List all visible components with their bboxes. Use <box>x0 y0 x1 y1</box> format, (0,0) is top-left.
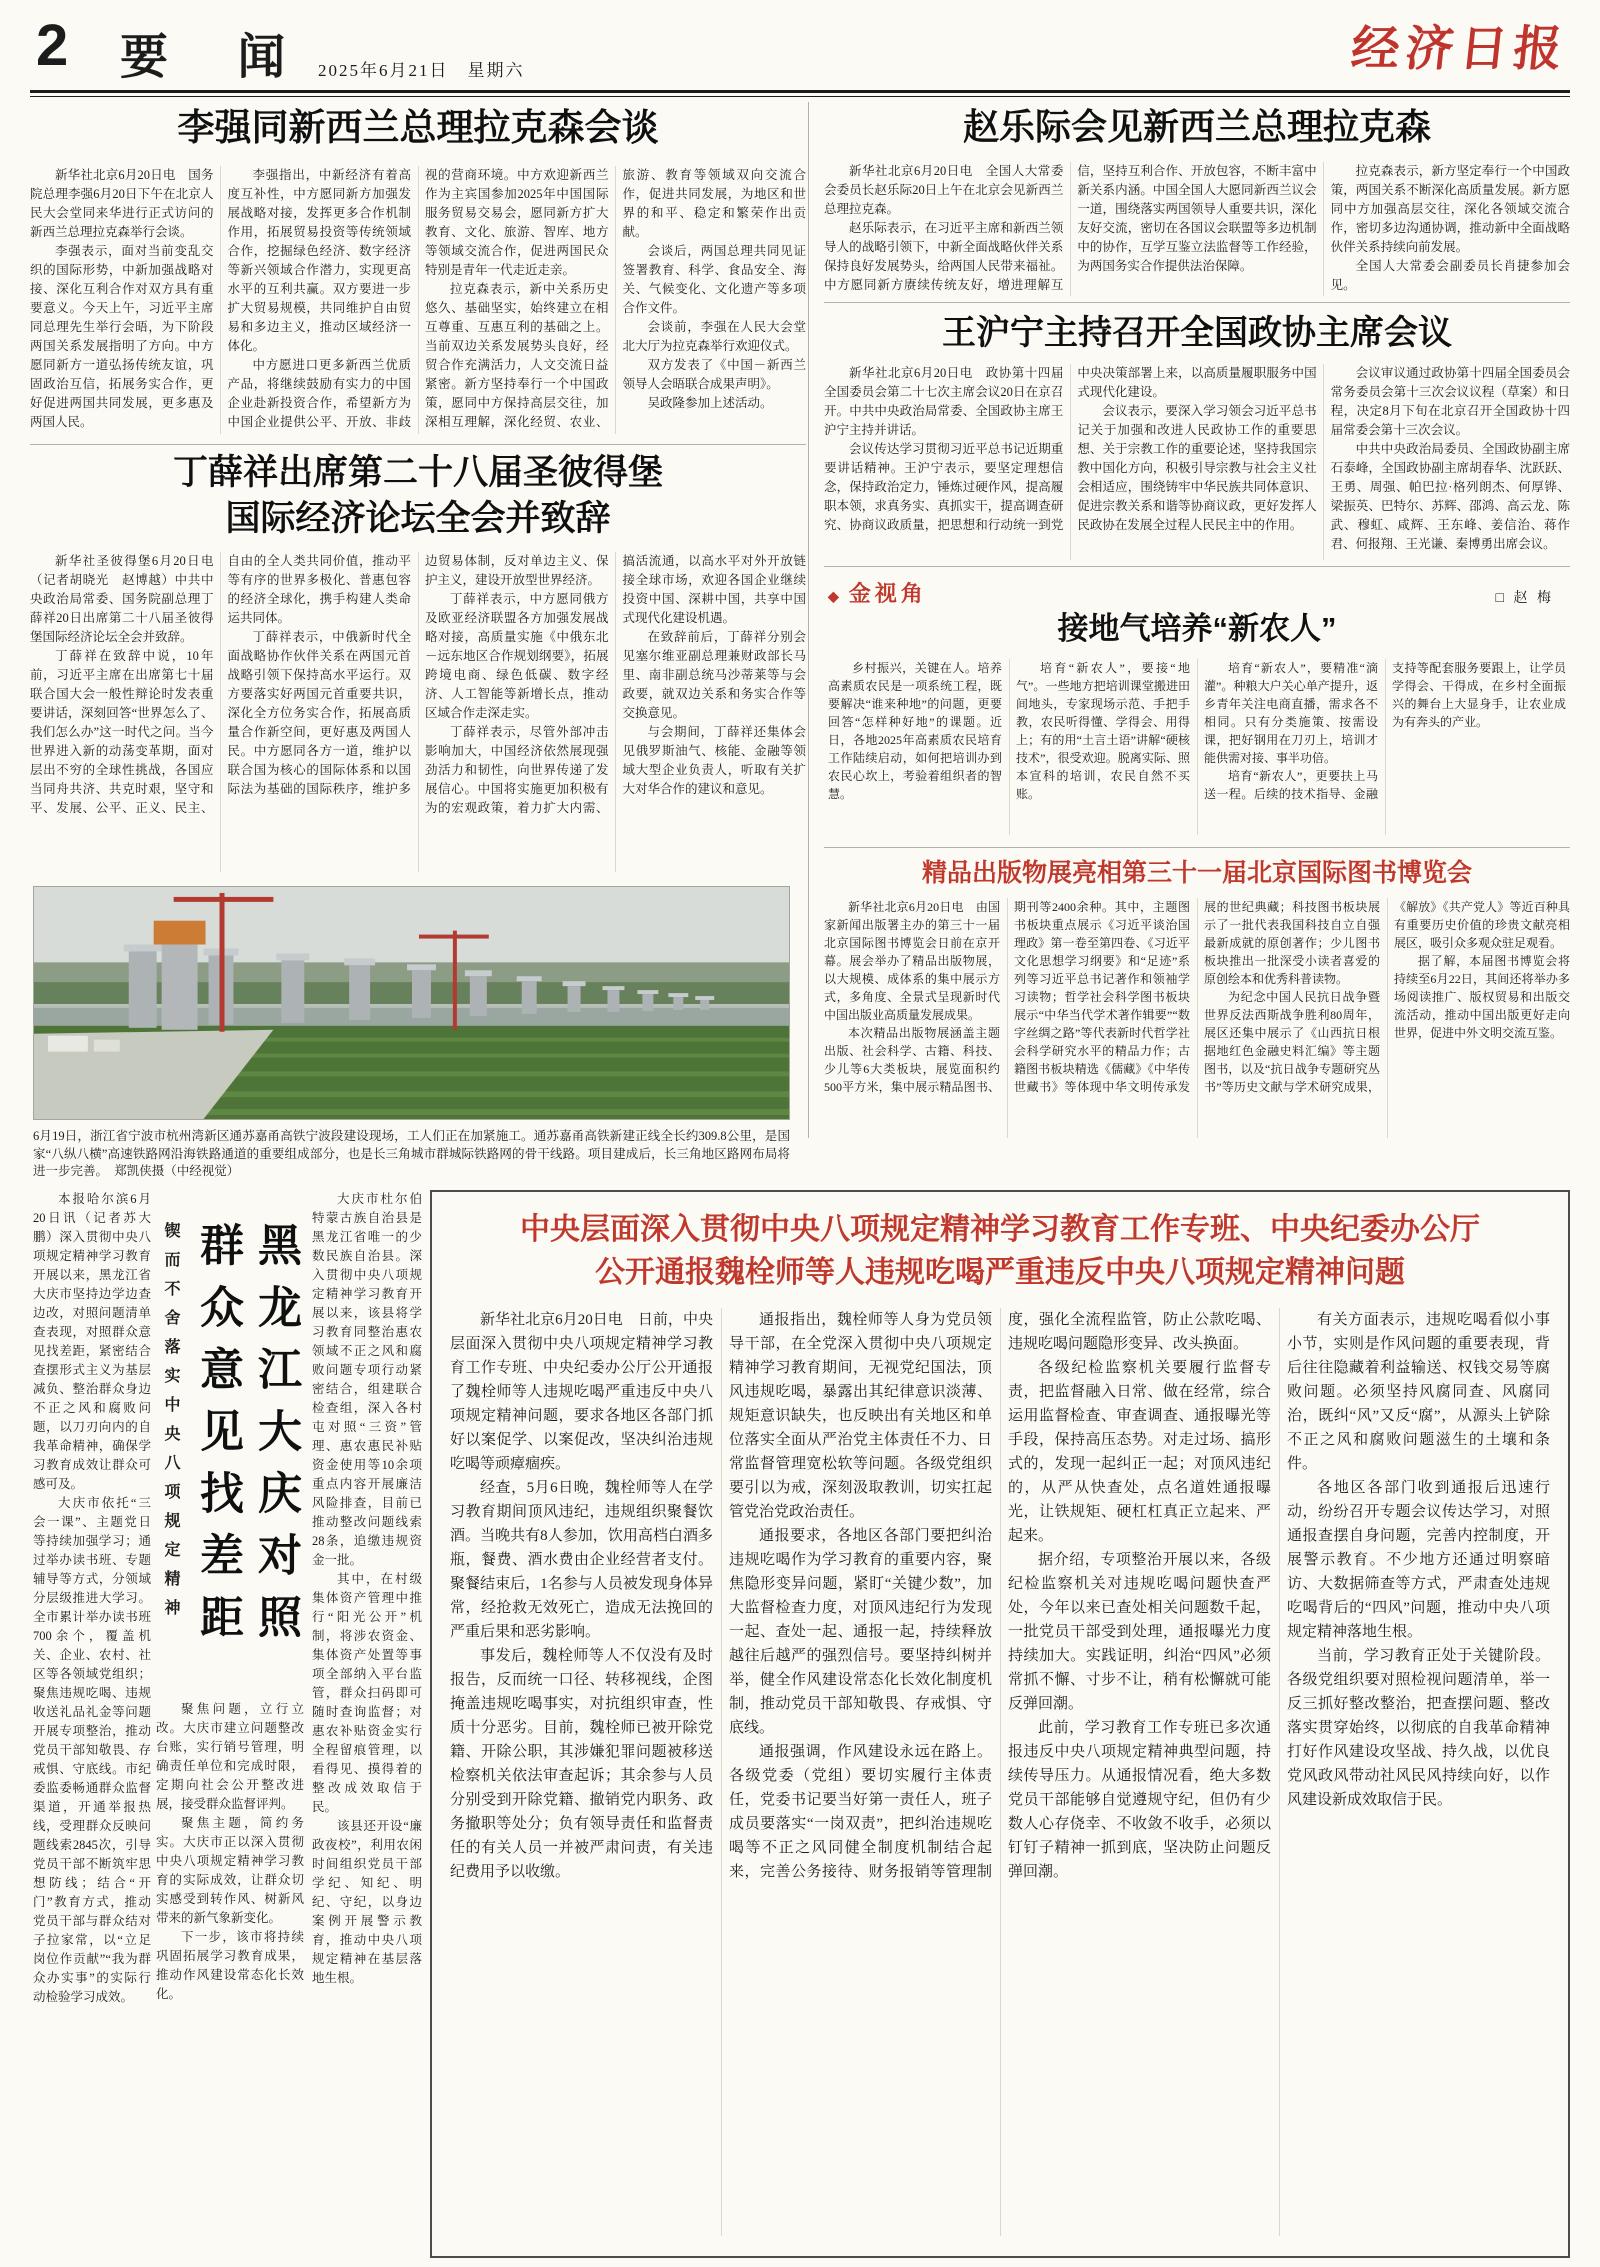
article-headline-line1: 中央层面深入贯彻中央八项规定精神学习教育工作专班、中央纪委办公厅 <box>520 1213 1480 1246</box>
header-rule-thick <box>30 90 1570 93</box>
news-photo-railway-construction <box>33 886 790 1120</box>
article-body: 新华社圣彼得堡6月20日电（记者胡晓光 赵博越）中共中央政治局常委、国务院副总理丁薛祥20日出席第二十八届圣彼得堡国际经济论坛全会并致辞。 丁薛祥在致辞中说，10年前，习近平主席在出席第七十届联合国大会一般性辩论时发表重要讲话，深刻回答“世界怎么了、我们怎么办”这一时代之问。当今世界进入新的动荡变革期，面对层出不穷的全球性挑战，各国应当同舟共济、共克时艰，坚守和平、发展、公平、正义、民主、自由的全人类共同价值，推动平等有序的世界多极化、普惠包容的经济全球化，携手构建人类命运共同体。 丁薛祥表示，中俄新时代全面战略协作伙伴关系在两国元首战略引领下保持高水平运行。双方要落实好两国元首重要共识，深化全方位务实合作，拓展高质量合作新空间，更好惠及两国人民。中方愿同各方一道，维护以联合国为核心的国际体系和以国际法为基础的国际秩序，维护多边贸易体制，反对单边主义、保护主义，建设开放型世界经济。 丁薛祥表示，中方愿同俄方及欧亚经济联盟各方加强发展战略对接，高质量实施《中俄东北－远东地区合作规划纲要》，拓展跨境电商、绿色低碳、数字经济、人工智能等新增长点，推动区域合作走深走实。 丁薛祥表示，尽管外部冲击影响加大，中国经济依然展现强劲活力和韧性，向世界传递了发展信心。中国将实施更加积极有为的宏观政策，着力扩大内需、搞活流通，以高水平对外开放链接全球市场，欢迎各国企业继续投资中国、深耕中国，共享中国式现代化建设机遇。 在致辞前后，丁薛祥分别会见塞尔维亚副总理兼财政部长马里、南非副总统马沙蒂莱等与会政要，就双边关系和务实合作等交换意见。 与会期间，丁薛祥还集体会见俄罗斯油气、核能、金融等领域大型企业负责人，听取有关扩大对华合作的建议和意见。 <box>30 554 806 815</box>
article-body: 新华社北京6月20日电 政协第十四届全国委员会第二十七次主席会议20日在京召开。中共中央政治局常委、全国政协主席王沪宁主持并讲话。 会议传达学习贯彻习近平总书记近期重要讲话精神。王沪宁表示，要坚定理想信念，保持政治定力，锤炼过硬作风，提高履职本领，求真务实、真抓实干，提高调查研究、协商议政质量，把思想和行动统一到党中央决策部署上来，以高质量履职服务中国式现代化建设。 会议表示，要深入学习领会习近平总书记关于加强和改进人民政协工作的重要思想、关于宗教工作的重要论述，坚持我国宗教中国化方向，积极引导宗教与社会主义社会相适应，围绕铸牢中华民族共同体意识、促进宗教关系和谐等协商议政，更好发挥人民政协在发展全过程人民民主中的作用。 会议审议通过政协第十四届全国委员会常务委员会第十三次会议议程（草案）和日程，决定8月下旬在北京召开全国政协十四届常委会第十三次会议。 中共中央政治局委员、全国政协副主席石泰峰，全国政协副主席胡春华、沈跃跃、王勇、周强、帕巴拉·格列朗杰、何厚铧、梁振英、巴特尔、苏辉、邵鸿、高云龙、陈武、穆虹、咸辉、王东峰、姜信治、蒋作君、何报翔、王光谦、秦博勇出席会议。 <box>824 366 1570 551</box>
section-title: 要 闻 <box>120 31 314 84</box>
column-label: ◆ 金视角 <box>828 581 927 606</box>
article-body: 新华社北京6月20日电 由国家新闻出版署主办的第三十一届北京国际图书博览会日前在京开幕。展会举办了精品出版物展，以大规模、成体系的集中展示方式，多角度、全景式呈现新时代中国出版业高质量发展成果。 本次精品出版物展涵盖主题出版、社会科学、古籍、科技、少儿等6大类板块，展览面积约500平方米，集中展示精品图书、期刊等2400余种。其中，主题图书板块重点展示《习近平谈治国理政》第一卷至第四卷、《习近平文化思想学习纲要》和“足迹”系列等习近平总书记著作和领袖学习读物；哲学社会科学图书板块展示“中华当代学术著作辑要”“数字丝绸之路”等代表新时代哲学社会科学研究水平的精品力作；古籍图书板块精选《儒藏》《中华传世藏书》等体现中华文明传承发展的世纪典藏；科技图书板块展示了一批代表我国科技自立自强最新成就的原创著作；少儿图书板块推出一批深受小读者喜爱的原创绘本和优秀科普读物。 为纪念中国人民抗日战争暨世界反法西斯战争胜利80周年，展区还集中展示了《山西抗日根据地红色金融史料汇编》等主题图书，以及“抗日战争专题研究丛书”等历史文献与学术研究成果，《解放》《共产党人》等近百种具有重要历史价值的珍贵文献亮相展区，吸引众多观众驻足观看。 据了解，本届图书博览会将持续至6月22日，其间还将举办多场阅读推广、版权贸易和出版交流活动，推动中国出版更好走向世界，促进中外文明交流互鉴。 <box>824 900 1570 1094</box>
main-column-divider <box>808 102 809 1138</box>
article-liqiang-luxon-talks <box>30 102 806 442</box>
article-dingxuexiang-spief <box>30 450 806 872</box>
photo-illustration <box>34 887 789 1119</box>
article-headline-line1: 丁薛祥出席第二十八届圣彼得堡 <box>172 453 663 492</box>
article-divider <box>824 302 1570 303</box>
article-zhaoleji-meets-luxon <box>824 102 1570 296</box>
column-ornament-icon: ◆ <box>828 588 843 604</box>
article-headline-vertical: 黑龙江大庆对照群众意见找差距 <box>193 1222 300 1656</box>
article-headline: 精品出版物展亮相第三十一届北京国际图书博览会 <box>921 859 1472 887</box>
photo-caption: 6月19日，浙江省宁波市杭州湾新区通苏嘉甬高铁宁波段建设现场，工人们正在加紧施工。通苏嘉甬高铁新建正线全长约309.8公里，是国家“八纵八横”高速铁路网沿海铁路通道的重要组成部分，也是长三角城市群城际铁路网的骨干线路。项目建成后，长三角地区路网布局将进一步完善。 郑凯侠摄（中经视觉） <box>33 1129 790 1178</box>
article-column-2: 大庆市杜尔伯特蒙古族自治县是黑龙江省唯一的少数民族自治县。深入贯彻中央八项规定精神学习教育开展以来，该县将学习教育同整治惠农领域不正之风和腐败问题专项行动紧密结合，组建联合检查组，深入各村屯对照“三资”管理、惠农惠民补贴资金使用等10余项重点内容开展廉洁风险排查，目前已推动整改问题线索28条，追缴违规资金一批。 其中，在村级集体资产管理中推行“阳光公开”机制，将涉农资金、集体资产处置等事项全部纳入平台监管，群众扫码即可随时查询监督；对惠农补贴资金实行全程留痕管理，以看得见、摸得着的整改成效取信于民。 该县还开设“廉政夜校”，利用农闲时间组织党员干部学纪、知纪、明纪、守纪，以身边案例开展警示教育，推动中央八项规定精神在基层落地生根。 <box>312 1192 422 1985</box>
column-author: □ 赵 梅 <box>1495 591 1554 606</box>
article-headline: 李强同新西兰总理拉克森会谈 <box>177 107 659 148</box>
article-wanghuning-cppcc-meeting <box>824 310 1570 560</box>
column-body: 乡村振兴，关键在人。培养高素质农民是一项系统工程，既要解决“谁来种地”的问题，更要回答“怎样种好地”的课题。近日，各地2025年高素质农民培育工作陆续启动，如何把培训办到农民心坎上，考验着组织者的智慧。 培育“新农人”，要接“地气”。一些地方把培训课堂搬进田间地头，专家现场示范、手把手教，农民听得懂、学得会、用得上；有的用“土言土语”讲解“硬核技术”，很受欢迎。脱离实际、照本宣科的培训，农民自然不买账。 培育“新农人”，要精准“滴灌”。种粮大户关心单产提升，返乡青年关注电商直播，需求各不相同。只有分类施策、按需设课，把好钢用在刀刃上，培训才能供需对接、事半功倍。 培育“新农人”，更要扶上马送一程。后续的技术指导、金融支持等配套服务要跟上，让学员学得会、干得成，在乡村全面振兴的舞台上大显身手，让农业成为有奔头的产业。 <box>828 661 1566 801</box>
article-headline: 王沪宁主持召开全国政协主席会议 <box>942 314 1452 352</box>
article-headline: 赵乐际会见新西兰总理拉克森 <box>962 106 1431 147</box>
page-date: 2025年6月21日 星期六 <box>318 61 525 80</box>
article-headline-line2: 国际经济论坛全会并致辞 <box>225 499 611 538</box>
article-column-1: 本报哈尔滨6月20日讯（记者苏大鹏）深入贯彻中央八项规定精神学习教育开展以来，黑龙江省大庆市坚持边学边查边改，对照问题清单查表现，对照群众意见找差距，紧密结合查摆形式主义为基层减负、整治群众身边不正之风和腐败问题，以刀刃向内的自我革命精神，确保学习教育成效让群众可感可及。 大庆市依托“三会一课”、主题党日等持续加强学习；通过举办读书班、专题辅导等方式，分领域分层级推进大学习。全市累计举办读书班700余个，覆盖机关、企业、农村、社区等各领域党组织；聚焦违规吃喝、违规收送礼品礼金等问题开展专项整治，推动党员干部知敬畏、存戒惧、守底线。市纪委监委畅通群众监督渠道，开通举报热线，受理群众反映问题线索2845次，引导党员干部不断筑牢思想防线；结合“开门”教育方式，推动党员干部与群众结对子拉家常，以“立足岗位作贡献”“我为群众办实事”的实际行动检验学习成效。 <box>33 1192 151 2004</box>
article-divider <box>30 444 806 445</box>
article-tongbao-boxed <box>430 1190 1570 2258</box>
article-headline-line2: 公开通报魏栓师等人违规吃喝严重违反中央八项规定精神问题 <box>595 1256 1405 1289</box>
article-bookfair <box>824 856 1570 1138</box>
article-body: 新华社北京6月20日电 日前，中央层面深入贯彻中央八项规定精神学习教育工作专班、中央纪委办公厅公开通报了魏栓师等人违规吃喝严重违反中央八项规定精神问题，要求各地区各部门抓好以案促学、以案促改，坚决纠治违规吃喝等顽瘴痼疾。 经查，5月6日晚，魏栓师等人在学习教育期间顶风违纪，违规组织聚餐饮酒。当晚共有8人参加，饮用高档白酒多瓶，餐费、酒水费由企业经营者支付。聚餐结束后，1名参与人员被发现身体异常，经抢救无效死亡，造成无法挽回的严重后果和恶劣影响。 事发后，魏栓师等人不仅没有及时报告，反而统一口径、转移视线，企图掩盖违规吃喝事实，对抗组织审查，性质十分恶劣。目前，魏栓师已被开除党籍、开除公职，其涉嫌犯罪问题被移送检察机关依法审查起诉；其余参与人员分别受到开除党籍、撤销党内职务、政务撤职等处分；负有领导责任和监督责任的有关人员一并被严肃问责，有关违纪费用予以收缴。 通报指出，魏栓师等人身为党员领导干部，在全党深入贯彻中央八项规定精神学习教育期间，无视党纪国法，顶风违规吃喝，暴露出其纪律意识淡薄、规矩意识缺失，也反映出有关地区和单位落实全面从严治党主体责任不力、日常监督管理宽松软等问题。各级党组织要引以为戒，深刻汲取教训，切实扛起管党治党政治责任。 通报要求，各地区各部门要把纠治违规吃喝作为学习教育的重要内容，聚焦隐形变异问题，紧盯“关键少数”，加大监督检查力度，对顶风违纪行为发现一起、查处一起、通报一起，持续释放越往后越严的强烈信号。要坚持纠树并举，健全作风建设常态化长效化制度机制，推动党员干部知敬畏、存戒惧、守底线。 通报强调，作风建设永远在路上。各级党委（党组）要切实履行主体责任，党委书记要当好第一责任人，班子成员要落实“一岗双责”，把纠治违规吃喝等不正之风同健全制度机制结合起来，完善公务接待、财务报销等管理制度，强化全流程监管，防止公款吃喝、违规吃喝问题隐形变异、改头换面。 各级纪检监察机关要履行监督专责，把监督融入日常、做在经常，综合运用监督检查、审查调查、通报曝光等手段，保持高压态势。对走过场、搞形式的，发现一起纠正一起；对顶风违纪的，从严从快查处，点名道姓通报曝光，让铁规矩、硬杠杠真正立起来、严起来。 据介绍，专项整治开展以来，各级纪检监察机关对违规吃喝问题快查严处，今年以来已查处相关问题数千起，一批党员干部受到处理，通报曝光力度持续加大。实践证明，纠治“四风”必须常抓不懈、寸步不让，稍有松懈就可能反弹回潮。 此前，学习教育工作专班已多次通报违反中央八项规定精神典型问题，持续传导压力。从通报情况看，绝大多数党员干部能够自觉遵规守纪，但仍有少数人心存侥幸、不收敛不收手，必须以钉钉子精神一抓到底，坚决防止问题反弹回潮。 有关方面表示，违规吃喝看似小事小节，实则是作风问题的重要表现，背后往往隐藏着利益输送、权钱交易等腐败问题。必须坚持风腐同查、风腐同治，既纠“风”又反“腐”，从源头上铲除不正之风和腐败问题滋生的土壤和条件。 各地区各部门收到通报后迅速行动，纷纷召开专题会议传达学习，对照通报查摆自身问题，完善内控制度，开展警示教育。不少地方还通过明察暗访、大数据筛查等方式，严肃查处违规吃喝背后的“四风”问题，推动中央八项规定精神落地生根。 当前，学习教育正处于关键阶段。各级党组织要对照检视问题清单，举一反三抓好整改整治，把查摆问题、整改落实贯穿始终，以彻底的自我革命精神打好作风建设攻坚战、持久战，以优良党风政风带动社风民风持续向好，以作风建设新成效取信于民。 <box>450 1312 1550 1880</box>
article-body: 新华社北京6月20日电 国务院总理李强6月20日下午在北京人民大会堂同来华进行正式访问的新西兰总理拉克森举行会谈。 李强表示，面对当前变乱交织的国际形势，中新加强战略对接、深化互利合作对双方具有重要意义。今天上午，习近平主席同总理先生举行会晤，为下阶段两国关系发展指明了方向。中方愿同新方一道弘扬传统友谊，巩固政治互信，拓展务实合作，更好促进两国共同发展，更多惠及两国人民。 李强指出，中新经济有着高度互补性，中方愿同新方加强发展战略对接，发挥更多合作机制作用，拓展贸易投资等传统领域合作，挖掘绿色经济、数字经济等新兴领域合作潜力，实现更高水平的互利共赢。双方要进一步扩大贸易规模，共同维护自由贸易和多边主义，推动区域经济一体化。 中方愿进口更多新西兰优质产品，将继续鼓励有实力的中国企业赴新投资合作，希望新方为中国企业提供公平、开放、非歧视的营商环境。中方欢迎新西兰作为主宾国参加2025年中国国际服务贸易交易会，愿同新方扩大教育、文化、旅游、智库、地方等领域交流合作，促进两国民众特别是青年一代走近走亲。 拉克森表示，新中关系历史悠久、基础坚实，始终建立在相互尊重、互惠互利的基础之上。当前双边关系发展势头良好，经贸合作充满活力，人文交流日益紧密。新方坚持奉行一个中国政策，愿同中方保持高层交往，加深相互理解，深化经贸、农业、旅游、教育等领域双向交流合作，促进共同发展，为地区和世界的和平、稳定和繁荣作出贡献。 会谈后，两国总理共同见证签署教育、科学、食品安全、海关、气候变化、文化遗产等多项合作文件。 会谈前，李强在人民大会堂北大厅为拉克森举行欢迎仪式。 双方发表了《中国－新西兰领导人会晤联合成果声明》。 吴政隆参加上述活动。 <box>30 168 806 429</box>
masthead: 经济日报 <box>1348 23 1571 76</box>
article-body: 新华社北京6月20日电 全国人大常委会委员长赵乐际20日上午在北京会见新西兰总理拉克森。 赵乐际表示，在习近平主席和新西兰领导人的战略引领下，中新全面战略伙伴关系保持良好发展势头，给两国人民带来福祉。中方愿同新方赓续传统友好，增进理解互信，坚持互利合作、开放包容，不断丰富中新关系内涵。中国全国人大愿同新西兰议会一道，围绕落实两国领导人重要共识，深化友好交流，密切在各国议会联盟等多边机制中的协作，互学互鉴立法监督等工作经验，为两国务实合作提供法治保障。 拉克森表示，新方坚定奉行一个中国政策，两国关系不断深化高质量发展。新方愿同中方加强高层交往，深化各领域交流合作，密切多边沟通协调，推动新中全面战略伙伴关系持续向前发展。 全国人大常委会副委员长肖捷参加会见。 <box>824 164 1570 292</box>
header-rule-thin <box>30 96 1570 97</box>
article-kicker-vertical: 锲而不舍落实中央八项规定精神 <box>162 1222 179 1628</box>
article-column-under-title: 聚焦问题，立行立改。大庆市建立问题整改台账，实行销号管理，明确责任单位和完成时限，定期向社会公开整改进展，接受群众监督评判。 聚焦主题，简约务实。大庆市正以深入贯彻中央八项规定精神学习教育的实际成效，让群众切实感受到转作风、树新风带来的新气象新变化。 下一步，该市将持续巩固拓展学习教育成果，推动作风建设常态化长效化。 <box>156 1702 304 2001</box>
column-headline: 接地气培养“新农人” <box>1057 611 1337 646</box>
column-header-row <box>828 577 1566 607</box>
opinion-column-jinshijiao <box>824 566 1570 848</box>
page-number: 2 <box>36 13 69 78</box>
